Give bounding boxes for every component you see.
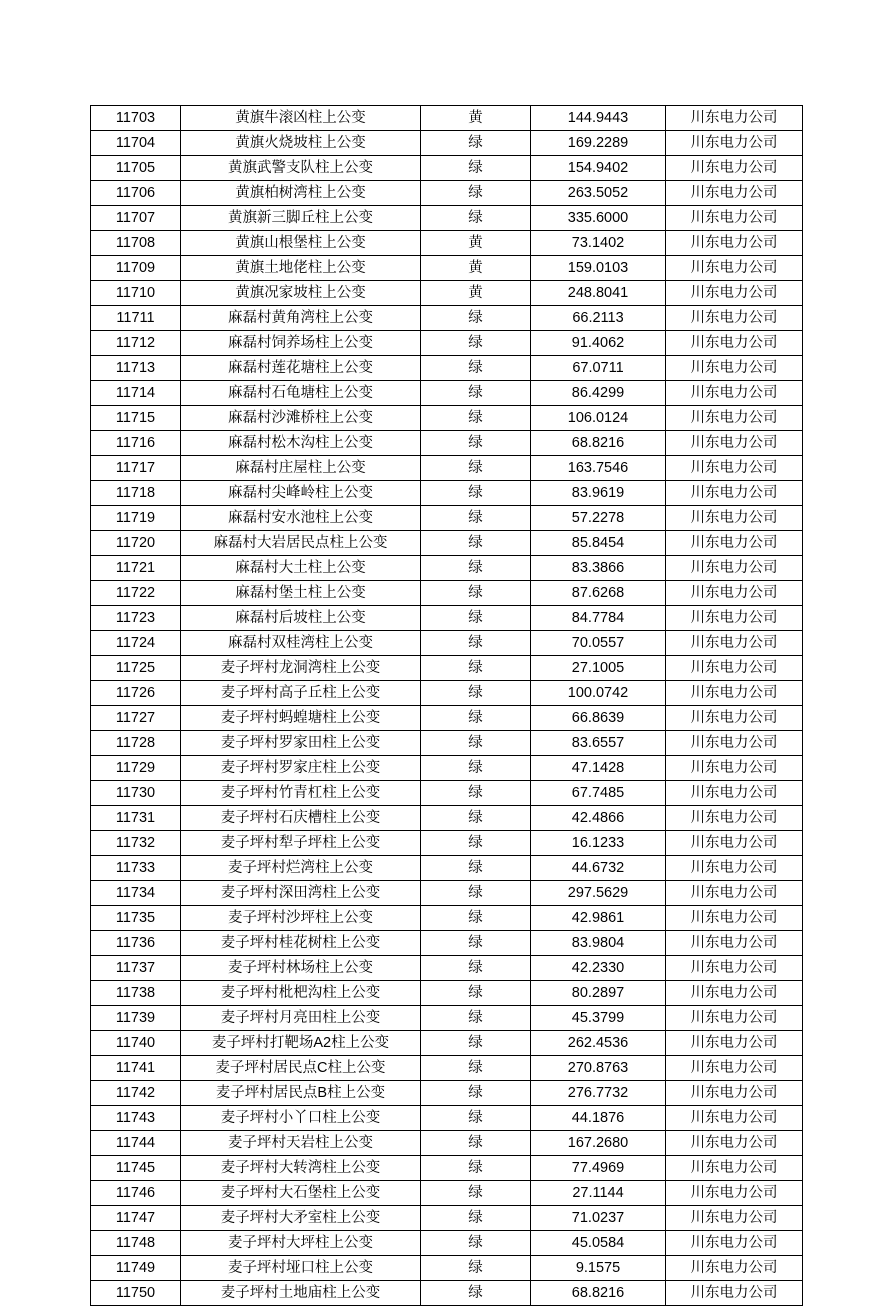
cell-value: 80.2897 [531,981,666,1006]
cell-name: 黄旗土地佬柱上公变 [181,256,421,281]
cell-name: 麦子坪村垭口柱上公变 [181,1256,421,1281]
table-row [91,481,803,506]
cell-name: 麦子坪村烂湾柱上公变 [181,856,421,881]
cell-org: 川东电力公司 [666,1256,803,1281]
cell-org: 川东电力公司 [666,1106,803,1131]
cell-org: 川东电力公司 [666,531,803,556]
cell-color: 绿 [421,1156,531,1181]
cell-value: 335.6000 [531,206,666,231]
cell-name: 麻磊村大岩居民点柱上公变 [181,531,421,556]
cell-value: 297.5629 [531,881,666,906]
table-row [91,906,803,931]
cell-color: 绿 [421,1006,531,1031]
cell-name: 麻磊村饲养场柱上公变 [181,331,421,356]
cell-color: 绿 [421,506,531,531]
cell-id: 11709 [91,256,181,281]
cell-color: 绿 [421,581,531,606]
cell-org: 川东电力公司 [666,1231,803,1256]
cell-name: 麻磊村石龟塘柱上公变 [181,381,421,406]
cell-org: 川东电力公司 [666,256,803,281]
cell-value: 47.1428 [531,756,666,781]
cell-name: 麻磊村松木沟柱上公变 [181,431,421,456]
cell-value: 44.1876 [531,1106,666,1131]
cell-id: 11741 [91,1056,181,1081]
cell-id: 11728 [91,731,181,756]
cell-org: 川东电力公司 [666,756,803,781]
table-row [91,1156,803,1181]
cell-value: 71.0237 [531,1206,666,1231]
table-row [91,1181,803,1206]
cell-id: 11706 [91,181,181,206]
table-row [91,731,803,756]
cell-name: 黄旗牛滚凶柱上公变 [181,106,421,131]
table-row [91,306,803,331]
table-row [91,1131,803,1156]
cell-id: 11708 [91,231,181,256]
cell-color: 绿 [421,1206,531,1231]
cell-color: 绿 [421,656,531,681]
cell-color: 绿 [421,856,531,881]
cell-org: 川东电力公司 [666,281,803,306]
cell-org: 川东电力公司 [666,1131,803,1156]
cell-name: 黄旗武警支队柱上公变 [181,156,421,181]
cell-org: 川东电力公司 [666,706,803,731]
table-row [91,256,803,281]
cell-name: 麻磊村黄角湾柱上公变 [181,306,421,331]
data-table-container [90,105,802,1306]
cell-value: 270.8763 [531,1056,666,1081]
cell-name: 麦子坪村枇杷沟柱上公变 [181,981,421,1006]
cell-value: 159.0103 [531,256,666,281]
cell-id: 11737 [91,956,181,981]
cell-name: 麦子坪村深田湾柱上公变 [181,881,421,906]
table-row [91,1006,803,1031]
cell-org: 川东电力公司 [666,856,803,881]
cell-id: 11749 [91,1256,181,1281]
cell-org: 川东电力公司 [666,231,803,256]
cell-id: 11746 [91,1181,181,1206]
cell-org: 川东电力公司 [666,606,803,631]
cell-id: 11744 [91,1131,181,1156]
cell-id: 11720 [91,531,181,556]
cell-value: 42.9861 [531,906,666,931]
cell-color: 绿 [421,481,531,506]
cell-color: 绿 [421,631,531,656]
cell-color: 黄 [421,281,531,306]
cell-value: 248.8041 [531,281,666,306]
cell-org: 川东电力公司 [666,331,803,356]
table-row [91,881,803,906]
cell-value: 68.8216 [531,431,666,456]
cell-color: 绿 [421,606,531,631]
cell-color: 绿 [421,456,531,481]
cell-org: 川东电力公司 [666,131,803,156]
cell-color: 绿 [421,306,531,331]
cell-org: 川东电力公司 [666,656,803,681]
cell-color: 绿 [421,1256,531,1281]
cell-name: 黄旗柏树湾柱上公变 [181,181,421,206]
table-row [91,1081,803,1106]
cell-name: 麦子坪村罗家田柱上公变 [181,731,421,756]
cell-value: 263.5052 [531,181,666,206]
cell-value: 42.4866 [531,806,666,831]
table-row [91,406,803,431]
cell-color: 绿 [421,356,531,381]
cell-id: 11707 [91,206,181,231]
cell-color: 绿 [421,956,531,981]
cell-id: 11750 [91,1281,181,1306]
cell-name: 麦子坪村打靶场A2柱上公变 [181,1031,421,1056]
cell-id: 11722 [91,581,181,606]
cell-color: 绿 [421,681,531,706]
cell-value: 144.9443 [531,106,666,131]
cell-color: 绿 [421,1181,531,1206]
table-row [91,556,803,581]
cell-name: 黄旗山根堡柱上公变 [181,231,421,256]
cell-org: 川东电力公司 [666,556,803,581]
table-row [91,156,803,181]
cell-id: 11716 [91,431,181,456]
cell-org: 川东电力公司 [666,1206,803,1231]
table-row [91,856,803,881]
cell-value: 154.9402 [531,156,666,181]
cell-value: 85.8454 [531,531,666,556]
cell-id: 11726 [91,681,181,706]
table-row [91,181,803,206]
table-row [91,331,803,356]
cell-id: 11717 [91,456,181,481]
table-row [91,606,803,631]
cell-org: 川东电力公司 [666,106,803,131]
cell-org: 川东电力公司 [666,781,803,806]
cell-color: 绿 [421,1106,531,1131]
cell-id: 11718 [91,481,181,506]
cell-color: 绿 [421,706,531,731]
cell-value: 163.7546 [531,456,666,481]
table-row [91,831,803,856]
cell-color: 绿 [421,981,531,1006]
cell-color: 绿 [421,1081,531,1106]
cell-value: 45.0584 [531,1231,666,1256]
cell-color: 绿 [421,131,531,156]
cell-name: 麻磊村安水池柱上公变 [181,506,421,531]
cell-name: 麦子坪村石庆槽柱上公变 [181,806,421,831]
cell-org: 川东电力公司 [666,1181,803,1206]
cell-org: 川东电力公司 [666,456,803,481]
cell-value: 66.2113 [531,306,666,331]
cell-org: 川东电力公司 [666,681,803,706]
cell-org: 川东电力公司 [666,181,803,206]
cell-org: 川东电力公司 [666,881,803,906]
cell-org: 川东电力公司 [666,956,803,981]
table-row [91,206,803,231]
cell-org: 川东电力公司 [666,1081,803,1106]
cell-id: 11740 [91,1031,181,1056]
cell-value: 27.1005 [531,656,666,681]
table-row [91,1231,803,1256]
cell-name: 麦子坪村高子丘柱上公变 [181,681,421,706]
cell-name: 麻磊村双桂湾柱上公变 [181,631,421,656]
cell-name: 麦子坪村龙洞湾柱上公变 [181,656,421,681]
table-body [91,106,803,1306]
cell-id: 11705 [91,156,181,181]
cell-id: 11747 [91,1206,181,1231]
cell-value: 83.6557 [531,731,666,756]
cell-color: 黄 [421,106,531,131]
table-row [91,106,803,131]
cell-id: 11724 [91,631,181,656]
cell-value: 262.4536 [531,1031,666,1056]
cell-id: 11736 [91,931,181,956]
cell-id: 11732 [91,831,181,856]
table-row [91,1106,803,1131]
cell-name: 麻磊村沙滩桥柱上公变 [181,406,421,431]
cell-org: 川东电力公司 [666,156,803,181]
table-row [91,781,803,806]
cell-name: 麦子坪村竹青杠柱上公变 [181,781,421,806]
cell-name: 麦子坪村大坪柱上公变 [181,1231,421,1256]
cell-name: 黄旗新三脚丘柱上公变 [181,206,421,231]
cell-value: 67.7485 [531,781,666,806]
cell-org: 川东电力公司 [666,381,803,406]
cell-org: 川东电力公司 [666,306,803,331]
cell-org: 川东电力公司 [666,431,803,456]
cell-id: 11730 [91,781,181,806]
cell-org: 川东电力公司 [666,206,803,231]
table-row [91,356,803,381]
cell-value: 45.3799 [531,1006,666,1031]
table-row [91,531,803,556]
cell-color: 绿 [421,781,531,806]
cell-id: 11703 [91,106,181,131]
table-row [91,1256,803,1281]
cell-value: 86.4299 [531,381,666,406]
cell-id: 11704 [91,131,181,156]
table-row [91,1056,803,1081]
cell-value: 169.2289 [531,131,666,156]
table-row [91,381,803,406]
cell-org: 川东电力公司 [666,506,803,531]
cell-color: 绿 [421,806,531,831]
cell-color: 绿 [421,1281,531,1306]
cell-name: 麦子坪村蚂蝗塘柱上公变 [181,706,421,731]
cell-id: 11711 [91,306,181,331]
cell-color: 绿 [421,1231,531,1256]
cell-org: 川东电力公司 [666,1056,803,1081]
cell-org: 川东电力公司 [666,906,803,931]
cell-name: 麻磊村尖峰岭柱上公变 [181,481,421,506]
cell-color: 绿 [421,1031,531,1056]
table-row [91,581,803,606]
cell-color: 绿 [421,206,531,231]
cell-value: 77.4969 [531,1156,666,1181]
table-row [91,956,803,981]
cell-id: 11710 [91,281,181,306]
table-row [91,281,803,306]
cell-id: 11719 [91,506,181,531]
table-row [91,706,803,731]
table-row [91,231,803,256]
cell-color: 绿 [421,556,531,581]
cell-id: 11748 [91,1231,181,1256]
cell-color: 绿 [421,406,531,431]
cell-id: 11731 [91,806,181,831]
cell-color: 黄 [421,256,531,281]
cell-org: 川东电力公司 [666,831,803,856]
cell-name: 麦子坪村居民点B柱上公变 [181,1081,421,1106]
cell-name: 麦子坪村大石堡柱上公变 [181,1181,421,1206]
cell-name: 麦子坪村天岩柱上公变 [181,1131,421,1156]
cell-value: 57.2278 [531,506,666,531]
cell-org: 川东电力公司 [666,731,803,756]
cell-color: 绿 [421,181,531,206]
cell-value: 73.1402 [531,231,666,256]
cell-org: 川东电力公司 [666,1156,803,1181]
cell-color: 绿 [421,756,531,781]
table-row [91,431,803,456]
cell-color: 绿 [421,831,531,856]
table-row [91,131,803,156]
cell-name: 麦子坪村沙坪柱上公变 [181,906,421,931]
cell-value: 27.1144 [531,1181,666,1206]
cell-org: 川东电力公司 [666,631,803,656]
cell-name: 麻磊村堡土柱上公变 [181,581,421,606]
cell-name: 黄旗火烧坡柱上公变 [181,131,421,156]
distribution-transformer-table [90,105,803,1306]
table-row [91,1031,803,1056]
cell-id: 11727 [91,706,181,731]
table-row [91,681,803,706]
cell-name: 麦子坪村小丫口柱上公变 [181,1106,421,1131]
table-row [91,656,803,681]
cell-id: 11725 [91,656,181,681]
cell-org: 川东电力公司 [666,581,803,606]
cell-id: 11723 [91,606,181,631]
cell-org: 川东电力公司 [666,931,803,956]
cell-id: 11712 [91,331,181,356]
cell-org: 川东电力公司 [666,1031,803,1056]
cell-org: 川东电力公司 [666,406,803,431]
cell-value: 84.7784 [531,606,666,631]
cell-color: 绿 [421,531,531,556]
table-row [91,506,803,531]
cell-value: 42.2330 [531,956,666,981]
cell-color: 绿 [421,156,531,181]
table-row [91,631,803,656]
cell-color: 黄 [421,231,531,256]
cell-value: 167.2680 [531,1131,666,1156]
cell-value: 16.1233 [531,831,666,856]
cell-name: 麦子坪村罗家庄柱上公变 [181,756,421,781]
cell-color: 绿 [421,331,531,356]
cell-name: 麦子坪村月亮田柱上公变 [181,1006,421,1031]
cell-name: 麻磊村后坡柱上公变 [181,606,421,631]
cell-org: 川东电力公司 [666,1281,803,1306]
cell-name: 麻磊村庄屋柱上公变 [181,456,421,481]
table-row [91,1281,803,1306]
cell-color: 绿 [421,1056,531,1081]
cell-org: 川东电力公司 [666,806,803,831]
cell-id: 11734 [91,881,181,906]
cell-id: 11738 [91,981,181,1006]
cell-value: 67.0711 [531,356,666,381]
table-row [91,931,803,956]
cell-value: 44.6732 [531,856,666,881]
cell-org: 川东电力公司 [666,981,803,1006]
cell-org: 川东电力公司 [666,481,803,506]
table-row [91,981,803,1006]
cell-color: 绿 [421,431,531,456]
cell-id: 11743 [91,1106,181,1131]
cell-id: 11735 [91,906,181,931]
cell-id: 11745 [91,1156,181,1181]
cell-value: 9.1575 [531,1256,666,1281]
cell-id: 11742 [91,1081,181,1106]
cell-value: 66.8639 [531,706,666,731]
cell-name: 麦子坪村犁子坪柱上公变 [181,831,421,856]
cell-value: 83.3866 [531,556,666,581]
table-row [91,456,803,481]
cell-color: 绿 [421,881,531,906]
cell-value: 100.0742 [531,681,666,706]
cell-name: 麦子坪村居民点C柱上公变 [181,1056,421,1081]
cell-value: 276.7732 [531,1081,666,1106]
cell-id: 11715 [91,406,181,431]
cell-id: 11714 [91,381,181,406]
cell-color: 绿 [421,1131,531,1156]
cell-color: 绿 [421,381,531,406]
cell-org: 川东电力公司 [666,1006,803,1031]
cell-name: 麦子坪村桂花树柱上公变 [181,931,421,956]
cell-value: 83.9619 [531,481,666,506]
cell-id: 11733 [91,856,181,881]
cell-value: 87.6268 [531,581,666,606]
cell-name: 麦子坪村林场柱上公变 [181,956,421,981]
cell-value: 106.0124 [531,406,666,431]
cell-name: 麻磊村莲花塘柱上公变 [181,356,421,381]
table-row [91,806,803,831]
cell-color: 绿 [421,906,531,931]
cell-id: 11721 [91,556,181,581]
cell-color: 绿 [421,931,531,956]
cell-id: 11739 [91,1006,181,1031]
cell-name: 麻磊村大土柱上公变 [181,556,421,581]
cell-color: 绿 [421,731,531,756]
cell-name: 麦子坪村大转湾柱上公变 [181,1156,421,1181]
cell-name: 黄旗况家坡柱上公变 [181,281,421,306]
cell-org: 川东电力公司 [666,356,803,381]
cell-name: 麦子坪村大矛室柱上公变 [181,1206,421,1231]
cell-value: 70.0557 [531,631,666,656]
table-row [91,756,803,781]
cell-value: 83.9804 [531,931,666,956]
cell-value: 91.4062 [531,331,666,356]
cell-name: 麦子坪村土地庙柱上公变 [181,1281,421,1306]
table-row [91,1206,803,1231]
cell-value: 68.8216 [531,1281,666,1306]
cell-id: 11713 [91,356,181,381]
cell-id: 11729 [91,756,181,781]
